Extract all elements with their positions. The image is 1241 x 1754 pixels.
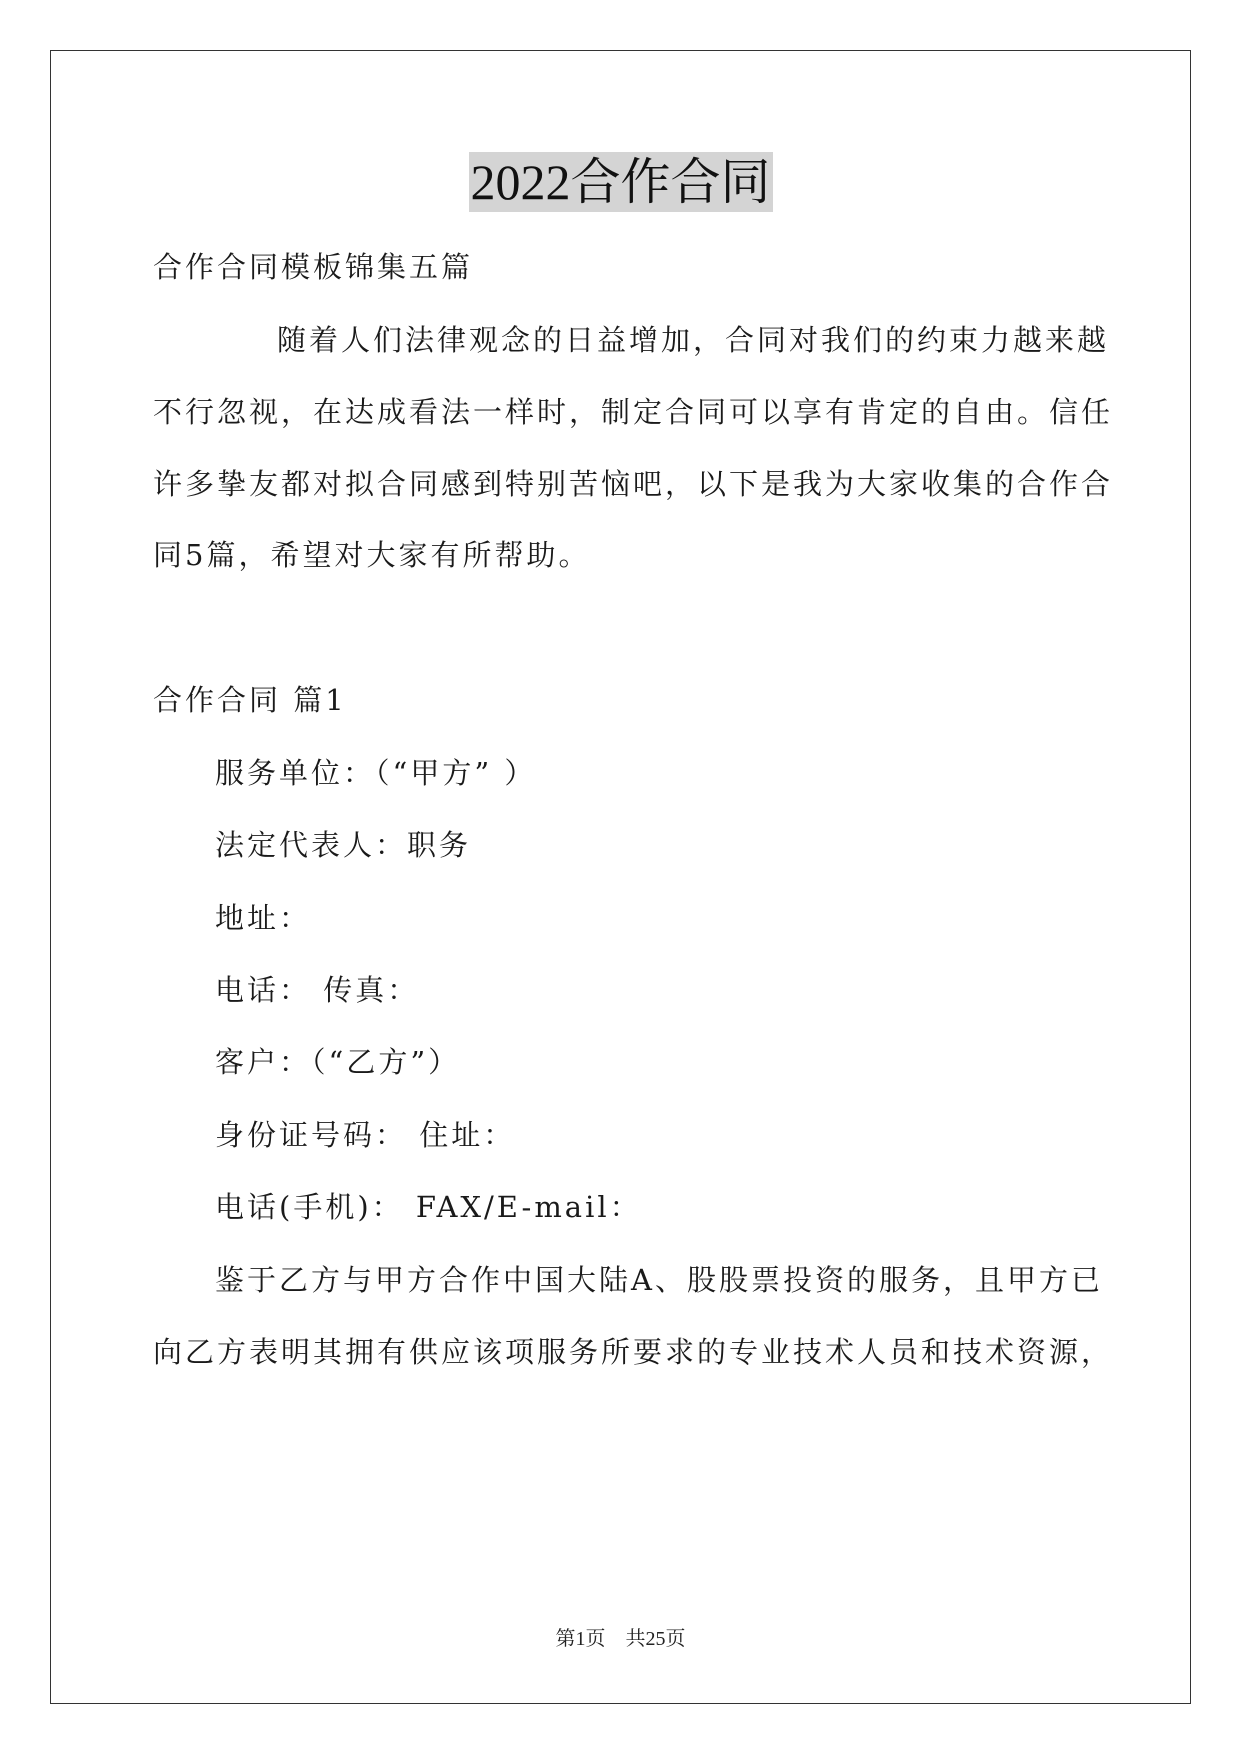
intro-line-2: 不行忽视，在达成看法一样时，制定合同可以享有肯定的自由。信任 (153, 395, 1114, 429)
field-mobile-fax-email: 电话(手机)： FAX/E-mail： (215, 1190, 642, 1224)
document-subtitle: 合作合同模板锦集五篇 (153, 250, 474, 284)
field-address: 地址： (215, 901, 312, 935)
document-title: 2022合作合同 (470, 154, 771, 210)
field-client: 客户：（“乙方”） (215, 1045, 461, 1079)
field-phone-fax: 电话： 传真： (215, 973, 420, 1007)
intro-line-4: 同5篇，希望对大家有所帮助。 (153, 538, 591, 572)
page-number-footer: 第1页 共25页 (555, 1628, 686, 1650)
title-container (0, 152, 1241, 212)
intro-line-3: 许多挚友都对拟合同感到特别苦恼吧，以下是我为大家收集的合作合 (153, 467, 1114, 501)
field-service-unit: 服务单位：（“甲方” ） (215, 756, 537, 790)
section-heading: 合作合同 篇1 (153, 683, 347, 717)
intro-line-1: 随着人们法律观念的日益增加，合同对我们的约束力越来越 (277, 323, 1110, 357)
field-id-number-residence: 身份证号码： 住址： (215, 1118, 516, 1152)
body-line-2: 向乙方表明其拥有供应该项服务所要求的专业技术人员和技术资源， (153, 1335, 1114, 1369)
page-border (50, 50, 1191, 1704)
body-line-1: 鉴于乙方与甲方合作中国大陆A、股股票投资的服务，且甲方已 (215, 1263, 1103, 1297)
field-legal-representative: 法定代表人：职务 (215, 828, 472, 862)
